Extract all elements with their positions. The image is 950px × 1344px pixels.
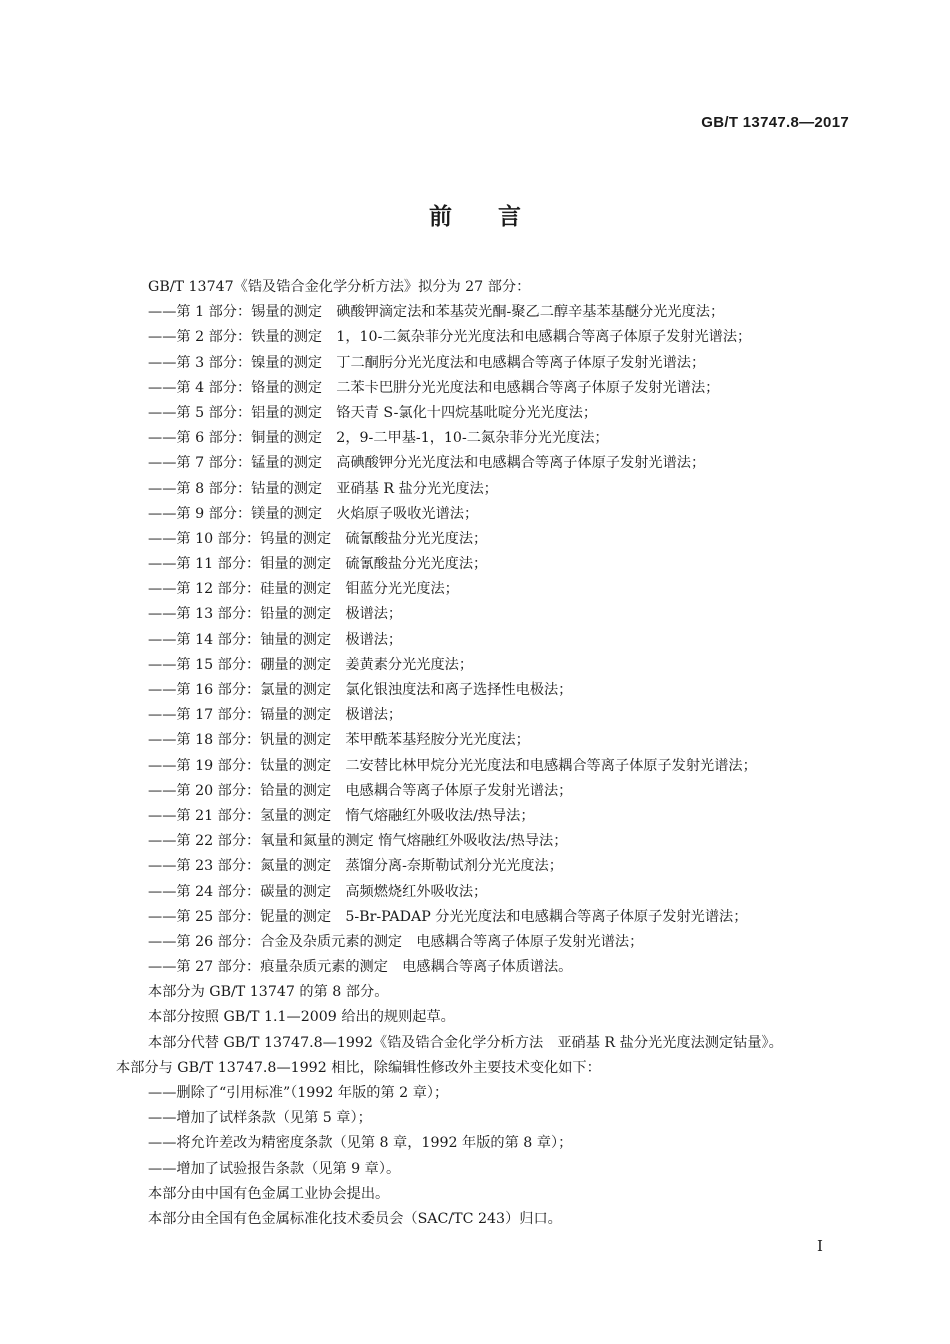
list-item: ——增加了试验报告条款（见第 9 章）。 (148, 1160, 401, 1177)
list-item: ——第 12 部分：硅量的测定 钼蓝分光光度法； (148, 581, 459, 598)
list-item: ——第 25 部分：铌量的测定 5-Br-PADAP 分光光度法和电感耦合等离子体原子发射光谱法； (148, 908, 748, 925)
list-item: ——第 15 部分：硼量的测定 姜黄素分光光度法； (148, 656, 474, 673)
list-item: ——删除了“引用标准”（1992 年版的第 2 章）； (148, 1085, 449, 1101)
list-item: ——第 7 部分：锰量的测定 高碘酸钾分光光度法和电感耦合等离子体原子发射光谱法； (148, 455, 706, 472)
comparison-statement: 本部分与 GB/T 13747.8—1992 相比，除编辑性修改外主要技术变化如下： (116, 1059, 601, 1076)
list-item: ——第 13 部分：铅量的测定 极谱法； (148, 606, 403, 623)
list-item: ——第 19 部分：钛量的测定 二安替比林甲烷分光光度法和电感耦合等离子体原子发射光谱法； (148, 757, 757, 774)
list-item: ——第 23 部分：氮量的测定 蒸馏分离-奈斯勒试剂分光光度法； (148, 858, 563, 875)
list-item: ——第 26 部分：合金及杂质元素的测定 电感耦合等离子体原子发射光谱法； (148, 933, 644, 950)
document-body (116, 275, 868, 1232)
part-of-statement: 本部分为 GB/T 13747 的第 8 部分。 (148, 984, 389, 1001)
list-item: ——第 16 部分：氯量的测定 氯化银浊度法和离子选择性电极法； (148, 682, 573, 698)
list-item: ——第 14 部分：铀量的测定 极谱法； (148, 631, 403, 648)
page-title: 前 言 (429, 204, 521, 230)
standard-code: GB/T 13747.8—2017 (701, 114, 849, 131)
list-item: ——将允许差改为精密度条款（见第 8 章，1992 年版的第 8 章）； (148, 1135, 573, 1152)
page-number: I (817, 1237, 823, 1255)
list-item: ——第 4 部分：铬量的测定 二苯卡巴肼分光光度法和电感耦合等离子体原子发射光谱法； (148, 379, 720, 396)
list-item: ——第 2 部分：铁量的测定 1，10-二氮杂菲分光光度法和电感耦合等离子体原子发射光谱法； (148, 329, 752, 346)
managed-by-statement: 本部分由全国有色金属标准化技术委员会（SAC/TC 243）归口。 (148, 1210, 562, 1227)
list-item: ——第 3 部分：镍量的测定 丁二酮肟分光光度法和电感耦合等离子体原子发射光谱法； (148, 354, 706, 371)
list-item: ——第 10 部分：钨量的测定 硫氰酸盐分光光度法； (148, 530, 488, 547)
list-item: ——第 22 部分：氧量和氮量的测定 惰气熔融红外吸收法/热导法； (148, 833, 568, 850)
replaces-statement: 本部分代替 GB/T 13747.8—1992《锆及锆合金化学分析方法 亚硝基 R 盐分光光度法测定钴量》。 (148, 1034, 783, 1051)
list-item: ——第 8 部分：钴量的测定 亚硝基 R 盐分光光度法； (148, 480, 498, 497)
intro-paragraph: GB/T 13747《锆及锆合金化学分析方法》拟分为 27 部分： (148, 279, 531, 295)
list-item: ——第 9 部分：镁量的测定 火焰原子吸收光谱法； (148, 505, 479, 522)
list-item: ——第 11 部分：钼量的测定 硫氰酸盐分光光度法； (148, 556, 488, 573)
list-item: ——第 17 部分：镉量的测定 极谱法； (148, 707, 403, 724)
drafting-rules-statement: 本部分按照 GB/T 1.1—2009 给出的规则起草。 (148, 1009, 455, 1026)
list-item: ——第 21 部分：氢量的测定 惰气熔融红外吸收法/热导法； (148, 807, 535, 824)
changes-list (148, 1081, 868, 1182)
list-item: ——第 6 部分：铜量的测定 2，9-二甲基-1，10-二氮杂菲分光光度法； (148, 430, 609, 447)
list-item: ——第 1 部分：锡量的测定 碘酸钾滴定法和苯基荧光酮-聚乙二醇辛基苯基醚分光光度法； (148, 304, 725, 321)
list-item: ——第 5 部分：铝量的测定 铬天青 S-氯化十四烷基吡啶分光光度法； (148, 404, 598, 421)
list-item: ——第 18 部分：钒量的测定 苯甲酰苯基羟胺分光光度法； (148, 732, 530, 749)
list-item: ——第 20 部分：铪量的测定 电感耦合等离子体原子发射光谱法； (148, 782, 573, 799)
list-item: ——第 24 部分：碳量的测定 高频燃烧红外吸收法； (148, 883, 488, 900)
parts-list (148, 300, 868, 980)
list-item: ——第 27 部分：痕量杂质元素的测定 电感耦合等离子体质谱法。 (148, 959, 573, 976)
list-item: ——增加了试样条款（见第 5 章）； (148, 1110, 372, 1127)
proposed-by-statement: 本部分由中国有色金属工业协会提出。 (148, 1185, 390, 1202)
